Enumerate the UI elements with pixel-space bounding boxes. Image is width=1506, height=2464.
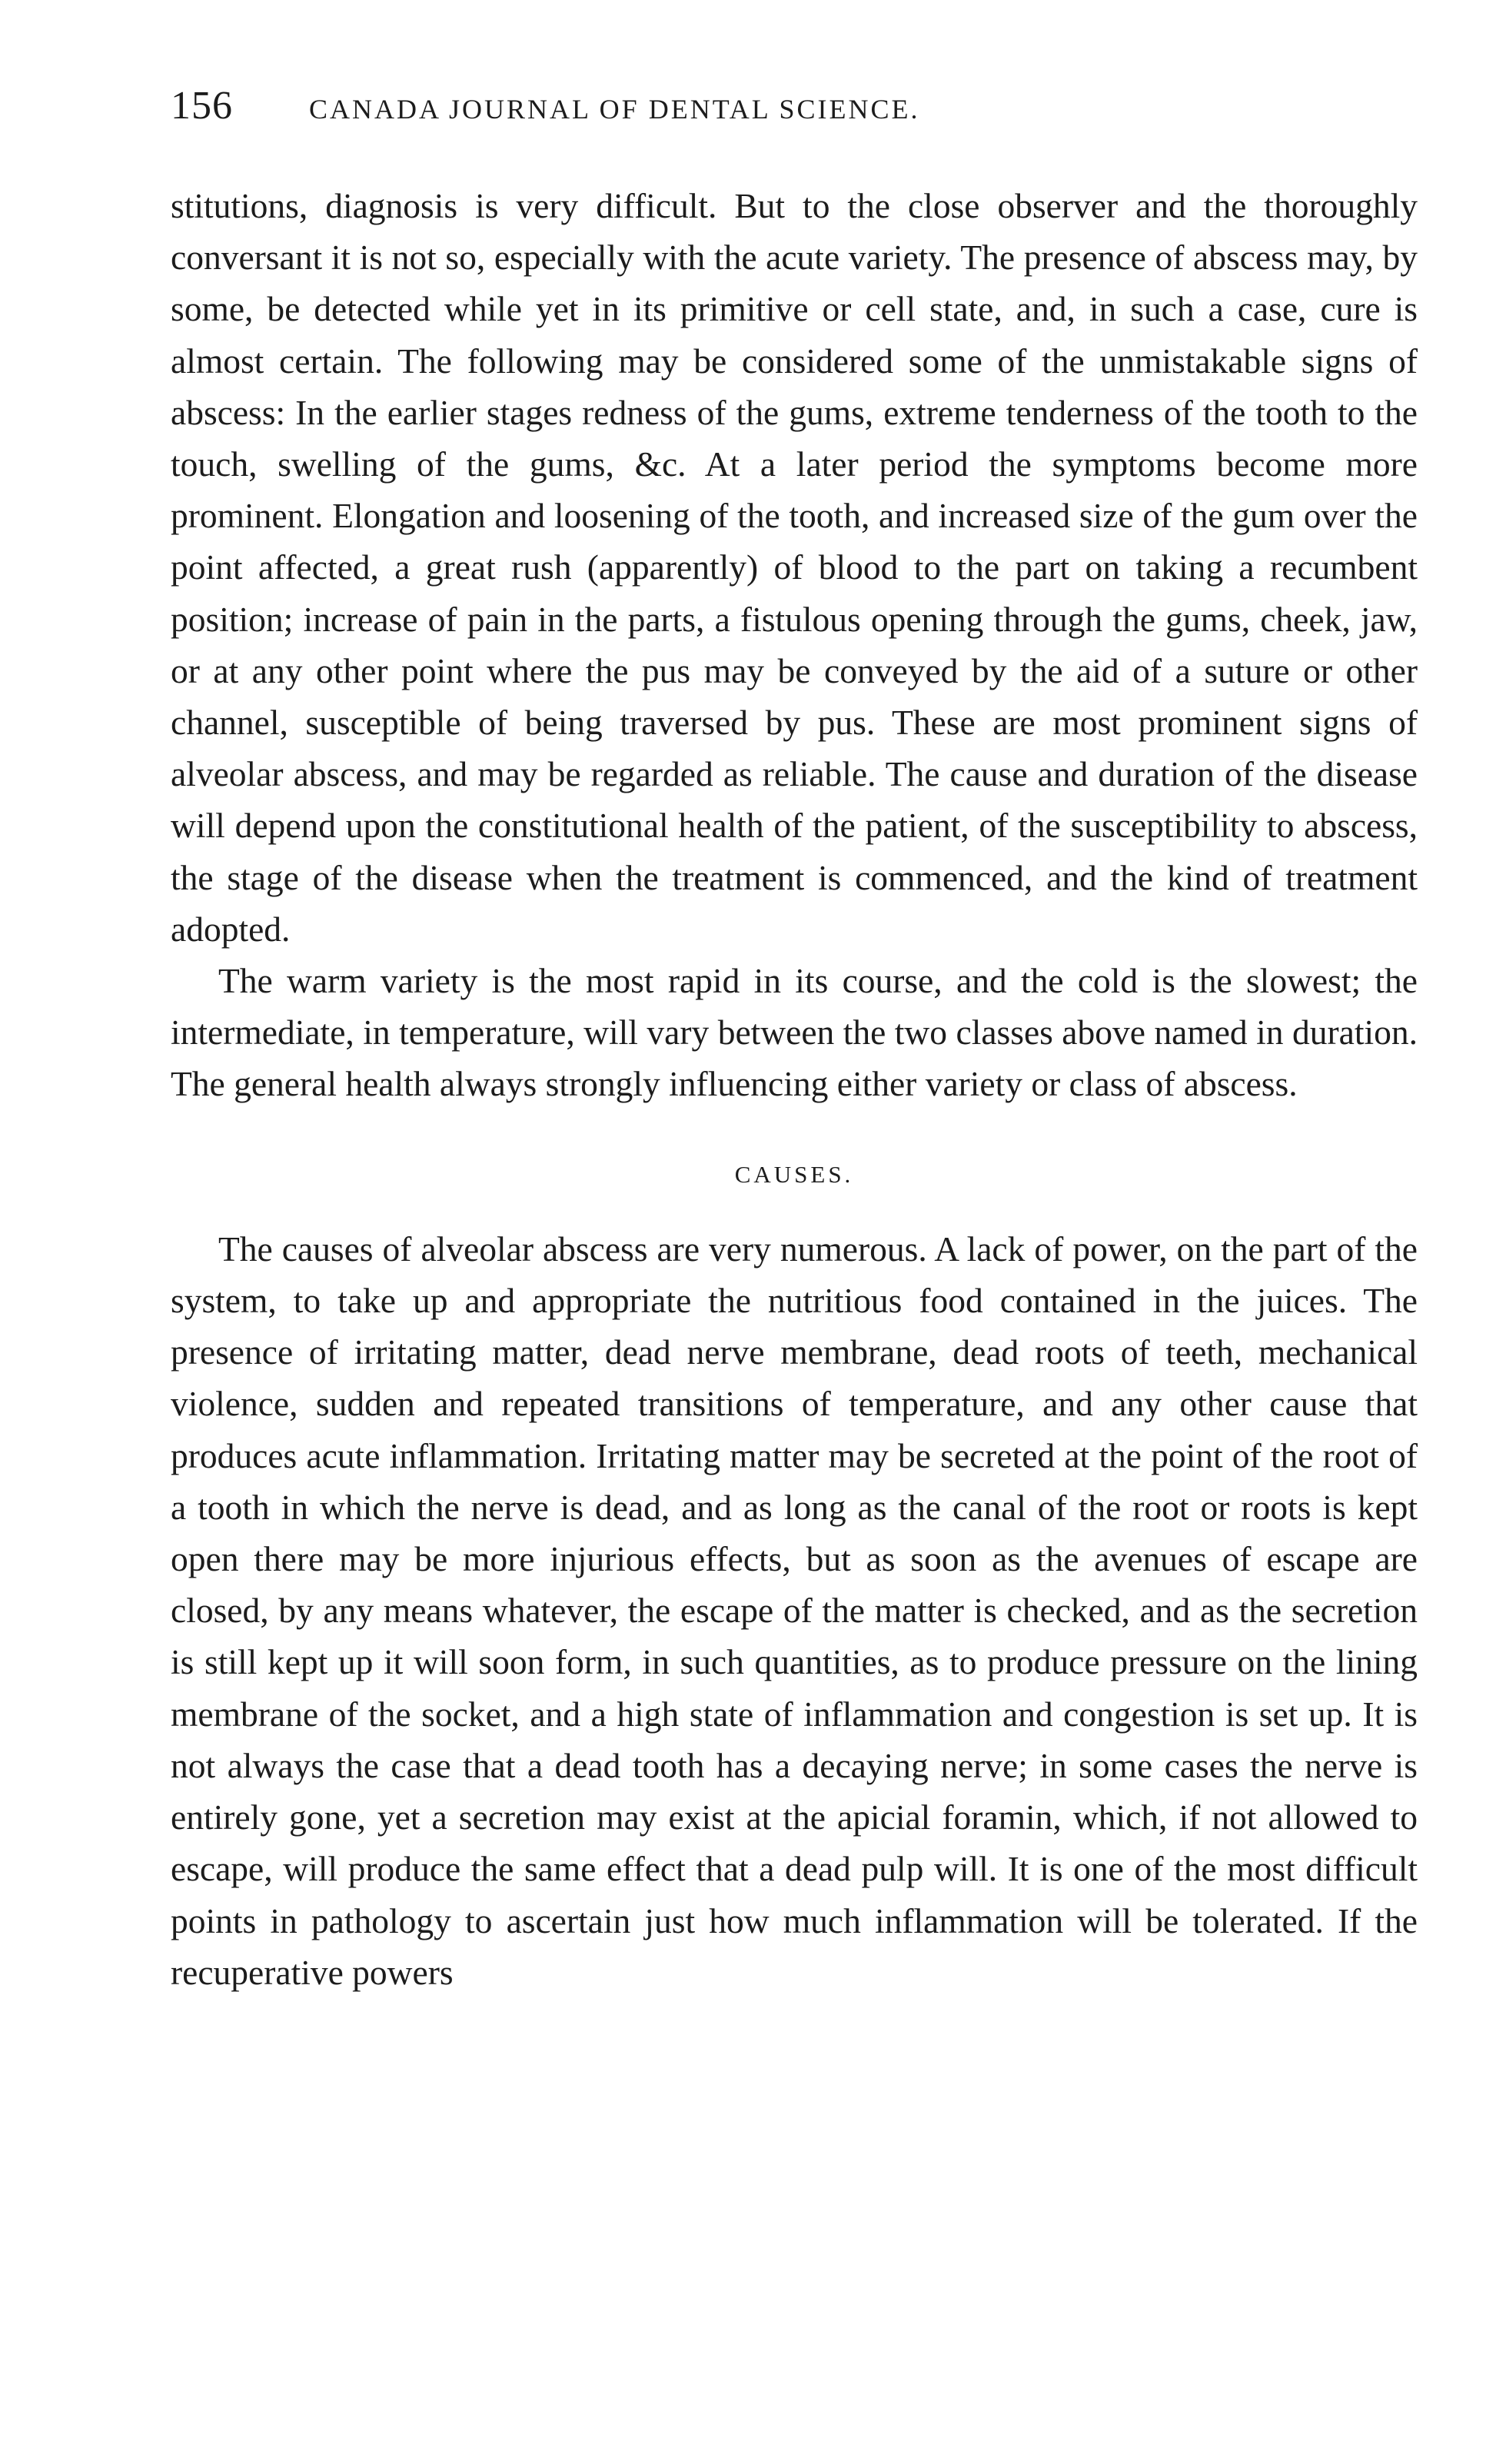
paragraph-symptoms: stitutions, diagnosis is very difficult. But to the close observer and the thoroughly conversant it is not so, especially with the acute variety. The presence of abscess may, by some, be detected while yet in its primitive or cell state, and, in such a case, cure is almost certain. The following may be considered some of the unmistakable signs of abscess: In the earlier stages redness of the gums, extreme tenderness of the tooth to the touch, swelling of the gums, &c. At a later period the symptoms become more prominent. Elongation and loosening of the tooth, and increased size of the gum over the point affected, a great rush (apparently) of blood to the part on taking a recumbent position; increase of pain in the parts, a fistulous opening through the gums, cheek, jaw, or at any other point where the pus may be conveyed by the aid of a suture or other channel, susceptible of being traversed by pus. These are most prominent signs of alveolar abscess, and may be regarded as reliable. The cause and duration of the disease will depend upon the constitutional health of the patient, of the susceptibility to abscess, the stage of the disease when the treatment is commenced, and the kind of treatment adopted.: [171, 186, 1418, 949]
journal-title: CANADA JOURNAL OF DENTAL SCIENCE.: [309, 94, 920, 125]
paragraph-causes: The causes of alveolar abscess are very numerous. A lack of power, on the part of the system, to take up and appropriate the nutritious food contained in the juices. The presence of irritating matter, dead nerve membrane, dead roots of teeth, mechanical violence, sudden and repeated transitions of temperature, and any other cause that produces acute inflammation. Irritating matter may be secreted at the point of the root of a tooth in which the nerve is dead, and as long as the canal of the root or roots is kept open there may be more injurious effects, but as soon as the avenues of escape are closed, by any means whatever, the escape of the matter is checked, and as the secretion is still kept up it will soon form, in such quantities, as to produce pressure on the lining membrane of the socket, and a high state of inflammation and congestion is set up. It is not always the case that a dead tooth has a decaying nerve; in some cases the nerve is entirely gone, yet a secretion may exist at the apicial foramin, which, if not allowed to escape, will produce the same effect that a dead pulp will. It is one of the most difficult points in pathology to ascertain just how much inflammation will be tolerated. If the recuperative powers: [171, 1229, 1418, 1992]
paragraph-varieties: The warm variety is the most rapid in its course, and the cold is the slowest; the intermediate, in temperature, will vary between the two classes above named in duration. The general health always strongly influencing either variety or class of abscess.: [171, 961, 1418, 1104]
article-body: [171, 180, 1418, 1998]
page-number: 156: [171, 84, 233, 128]
running-head: [171, 83, 1415, 145]
section-heading-causes: CAUSES.: [734, 1160, 854, 1188]
